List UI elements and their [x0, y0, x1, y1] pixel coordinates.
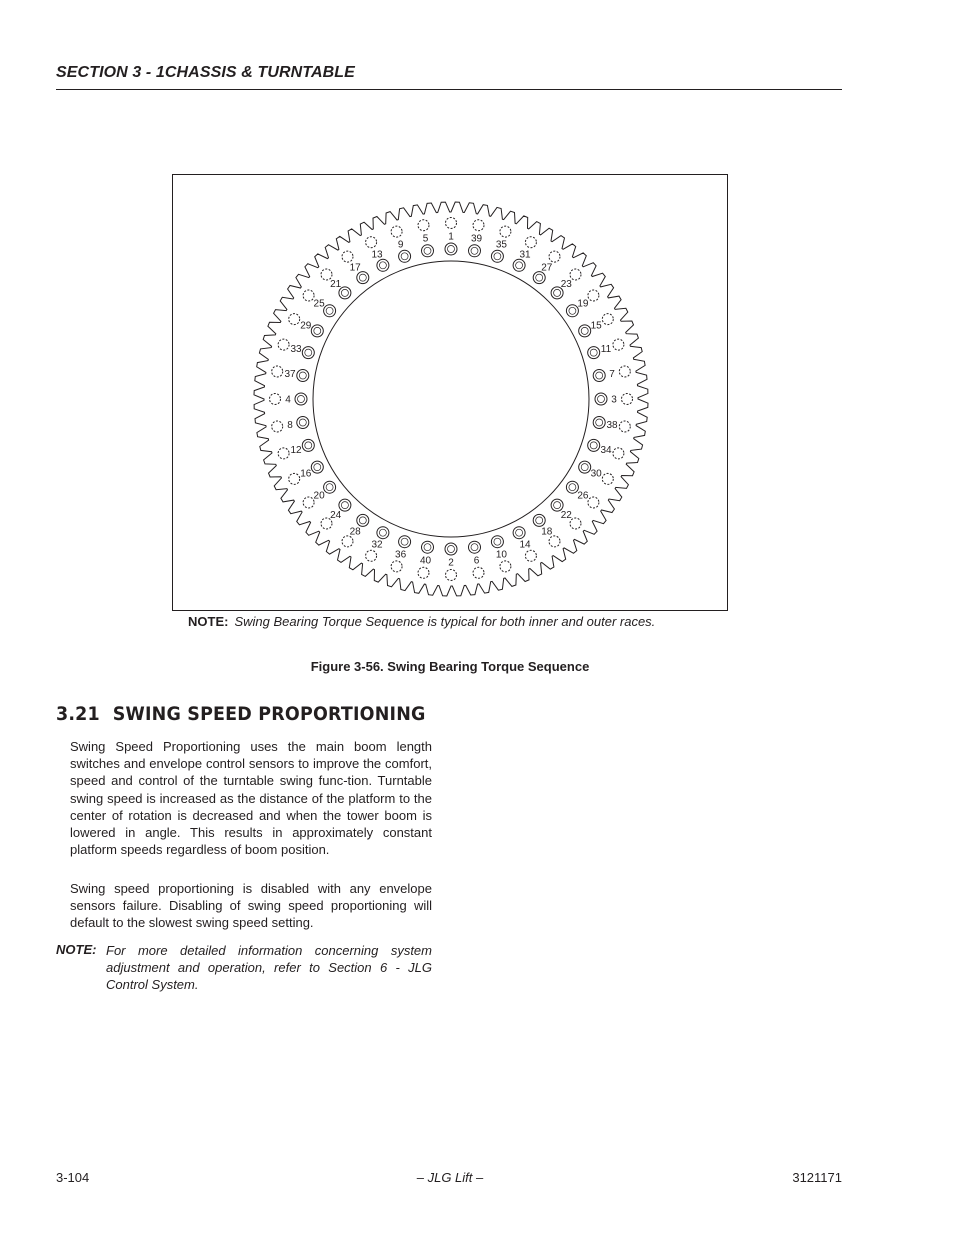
inner-bolt-hole-bore — [359, 517, 366, 524]
bolt-sequence-label: 3 — [611, 394, 617, 406]
bolt-sequence-label: 19 — [577, 298, 589, 310]
outer-bolt-hole — [270, 394, 281, 405]
inner-bolt-hole — [469, 245, 481, 257]
inner-bolt-hole — [579, 325, 591, 337]
inner-bolt-hole — [579, 461, 591, 473]
inner-bolt-hole — [593, 417, 605, 429]
figure-note — [188, 614, 655, 629]
bolt-sequence-label: 7 — [609, 369, 615, 380]
inner-bolt-hole — [445, 543, 457, 555]
note-text: For more detailed information concerning system adjustment and operation, refer to Section 6 - JLG Control System. — [106, 943, 432, 993]
inner-bolt-hole-bore — [471, 247, 478, 254]
outer-bolt-hole — [446, 218, 457, 229]
bolt-sequence-label: 28 — [349, 526, 361, 538]
section-title: SWING SPEED PROPORTIONING — [112, 703, 426, 725]
inner-bolt-hole — [302, 439, 314, 451]
bolt-sequence-label: 25 — [313, 298, 325, 310]
outer-bolt-hole — [619, 366, 630, 377]
figure-caption: Figure 3-56. Swing Bearing Torque Sequence — [310, 659, 590, 674]
section-header-title: SECTION 3 - 1CHASSIS & TURNTABLE — [56, 64, 355, 81]
document-number: 3121171 — [792, 1170, 842, 1185]
inner-bolt-hole-bore — [581, 464, 588, 471]
bolt-sequence-label: 34 — [600, 444, 612, 456]
outer-bolt-hole — [525, 550, 536, 561]
inner-bolt-hole-bore — [379, 262, 386, 269]
bolt-sequence-label: 40 — [419, 555, 432, 567]
bolt-sequence-label: 18 — [541, 526, 553, 538]
inner-bolt-hole-bore — [494, 253, 501, 260]
bolt-sequence-label: 4 — [285, 394, 291, 406]
inner-bolt-hole-bore — [516, 262, 523, 269]
inner-bolt-hole-bore — [299, 372, 306, 379]
figure-note-label: NOTE: — [188, 614, 229, 629]
bolt-sequence-label: 36 — [395, 549, 407, 561]
outer-bolt-hole — [549, 251, 560, 262]
outer-bolt-hole — [473, 220, 484, 231]
bolt-sequence-label: 31 — [519, 249, 531, 261]
bolt-sequence-label: 6 — [473, 555, 480, 567]
inner-bolt-hole — [422, 541, 434, 553]
bolt-sequence-label: 1 — [448, 231, 454, 243]
outer-bolt-hole — [525, 237, 536, 248]
outer-bolt-hole — [418, 220, 429, 231]
inner-bolt-hole — [297, 370, 309, 382]
outer-bolt-hole — [303, 497, 314, 508]
inner-bolt-hole-bore — [554, 502, 561, 509]
outer-bolt-hole — [619, 421, 630, 432]
inner-bolt-hole — [491, 250, 503, 262]
bolt-sequence-label: 33 — [290, 344, 302, 356]
inner-bolt-hole-bore — [326, 484, 333, 491]
outer-bolt-hole — [366, 237, 377, 248]
bolt-sequence-label: 23 — [560, 279, 572, 291]
outer-bolt-hole — [278, 448, 289, 459]
inner-bolt-hole — [593, 370, 605, 382]
inner-bolt-hole-bore — [471, 544, 478, 551]
bolt-sequence-label: 29 — [300, 320, 312, 332]
outer-bolt-hole — [342, 536, 353, 547]
outer-bolt-hole — [602, 314, 613, 325]
outer-bolt-hole — [366, 550, 377, 561]
bolt-sequence-label: 12 — [290, 444, 302, 456]
inner-bolt-hole-bore — [581, 327, 588, 334]
inner-bolt-hole — [595, 393, 607, 405]
outer-bolt-hole — [588, 497, 599, 508]
inner-bolt-hole — [533, 514, 545, 526]
inner-bolt-hole-bore — [314, 327, 321, 334]
outer-bolt-hole — [278, 339, 289, 350]
bolt-sequence-label: 8 — [287, 420, 293, 431]
bolt-sequence-label: 26 — [577, 490, 589, 502]
note-label: NOTE: — [56, 942, 97, 957]
bolt-sequence-label: 14 — [519, 539, 531, 551]
inner-bolt-hole — [324, 481, 336, 493]
bolt-sequence-label: 15 — [590, 320, 602, 332]
inner-bolt-hole-bore — [596, 372, 603, 379]
outer-bolt-hole — [500, 226, 511, 237]
inner-bolt-hole-bore — [305, 442, 312, 449]
inner-bolt-hole — [311, 461, 323, 473]
outer-bolt-holes — [270, 218, 633, 581]
inner-bolt-hole-bore — [590, 442, 597, 449]
paragraph-2: Swing speed proportioning is disabled with any envelope sensors failure. Disabling of swing speed proportioning will default to the slowest swing speed setting. — [70, 881, 432, 931]
outer-bolt-hole — [588, 290, 599, 301]
inner-bolt-hole-bore — [569, 307, 576, 314]
inner-bolt-hole-bore — [448, 546, 455, 553]
bolt-sequence-label: 21 — [330, 279, 342, 291]
bolt-sequence-label: 27 — [541, 262, 553, 274]
inner-bore-circle — [313, 261, 589, 537]
inner-bolt-hole — [469, 541, 481, 553]
inner-bolt-hole-bore — [424, 247, 431, 254]
inner-bolt-hole-bore — [305, 349, 312, 356]
bolt-sequence-label: 30 — [590, 468, 602, 480]
inner-bolt-hole-bore — [341, 289, 348, 296]
bolt-sequence-label: 17 — [349, 262, 361, 274]
inner-bolt-hole-bore — [590, 349, 597, 356]
outer-bolt-hole — [613, 339, 624, 350]
bolt-sequence-label: 16 — [300, 468, 312, 480]
bolt-sequence-label: 11 — [600, 344, 612, 356]
inner-bolt-hole-bore — [401, 253, 408, 260]
inner-bolt-hole-bore — [569, 484, 576, 491]
page-number: 3-104 — [56, 1170, 90, 1185]
inner-bolt-hole-bore — [401, 538, 408, 545]
figure-swing-bearing — [172, 174, 728, 611]
inner-bolt-hole — [297, 417, 309, 429]
inner-bolt-hole — [357, 514, 369, 526]
bolt-sequence-label: 35 — [495, 239, 507, 251]
inner-bolt-hole-bore — [494, 538, 501, 545]
outer-bolt-hole — [602, 473, 613, 484]
outer-bolt-hole — [289, 314, 300, 325]
inner-bolt-hole — [513, 259, 525, 271]
bolt-sequence-label: 5 — [422, 233, 429, 245]
section-number: 3.21 — [56, 703, 100, 725]
bolt-sequence-label: 20 — [313, 490, 325, 502]
outer-bolt-hole — [446, 570, 457, 581]
outer-bolt-hole — [473, 567, 484, 578]
outer-bolt-hole — [289, 473, 300, 484]
outer-bolt-hole — [342, 251, 353, 262]
outer-bolt-hole — [272, 421, 283, 432]
inner-bolt-hole-bore — [598, 396, 605, 403]
inner-bolt-hole-bore — [379, 529, 386, 536]
outer-bolt-hole — [500, 561, 511, 572]
outer-bolt-hole — [391, 561, 402, 572]
bolt-sequence-label: 9 — [397, 239, 404, 251]
bolt-sequence-label: 37 — [284, 369, 296, 380]
inner-bolt-hole-bore — [536, 517, 543, 524]
bolt-sequence-label: 22 — [560, 509, 572, 521]
inner-bolt-hole — [399, 536, 411, 548]
outer-bolt-hole — [272, 366, 283, 377]
figure-note-text: Swing Bearing Torque Sequence is typical for both inner and outer races. — [234, 614, 656, 629]
bolt-sequence-label: 24 — [330, 509, 342, 521]
paragraph-1: Swing Speed Proportioning uses the main boom length switches and envelope control sensors to improve the comfort, speed and control of the turntable swing func-tion. Turntable swing speed is increased as the distance of the platform to the center of rotation is decreased and when the tower boom is lowered in angle. This results in approximately constant platform speeds regardless of boom position. — [70, 739, 432, 858]
inner-bolt-hole — [491, 536, 503, 548]
inner-bolt-hole-bore — [326, 307, 333, 314]
inner-bolt-hole-bore — [448, 246, 455, 253]
inner-bolt-hole — [445, 243, 457, 255]
inner-bolt-hole-bore — [298, 396, 305, 403]
inner-bolt-hole — [295, 393, 307, 405]
outer-bolt-hole — [391, 226, 402, 237]
outer-bolt-hole — [549, 536, 560, 547]
inner-bolt-hole-bore — [299, 419, 306, 426]
inner-bolt-hole-bore — [516, 529, 523, 536]
bolt-sequence-label: 38 — [606, 420, 618, 431]
header-rule — [56, 89, 842, 90]
swing-bearing-diagram — [173, 175, 729, 612]
inner-bolt-hole — [377, 259, 389, 271]
inner-bolt-hole-bore — [554, 289, 561, 296]
outer-bolt-hole — [613, 448, 624, 459]
inner-bolt-hole-bore — [596, 419, 603, 426]
inner-bolt-hole — [377, 527, 389, 539]
inner-bolt-hole-bore — [314, 464, 321, 471]
footer-center: – JLG Lift – — [416, 1170, 484, 1185]
inner-bolt-hole — [311, 325, 323, 337]
inner-bolt-hole-bore — [341, 502, 348, 509]
inner-bolt-hole — [302, 347, 314, 359]
inner-bolt-hole — [588, 439, 600, 451]
bolt-sequence-label: 32 — [371, 539, 383, 551]
inner-bolt-hole-bore — [536, 274, 543, 281]
bolt-sequence-label: 2 — [448, 557, 454, 569]
outer-bolt-hole — [303, 290, 314, 301]
inner-bolt-hole — [513, 527, 525, 539]
outer-bolt-hole — [418, 567, 429, 578]
inner-bolt-hole — [399, 250, 411, 262]
inner-bolt-hole-bore — [359, 274, 366, 281]
inner-bolt-hole-bore — [424, 544, 431, 551]
bolt-sequence-label: 10 — [495, 549, 507, 561]
inner-bolt-hole — [324, 305, 336, 317]
bolt-sequence-label: 39 — [470, 233, 483, 245]
bolt-sequence-label: 13 — [371, 249, 383, 261]
inner-bolt-hole — [422, 245, 434, 257]
outer-bolt-hole — [622, 394, 633, 405]
inner-bolt-hole — [588, 347, 600, 359]
inner-bolt-holes — [284, 232, 618, 569]
section-heading — [56, 703, 426, 725]
